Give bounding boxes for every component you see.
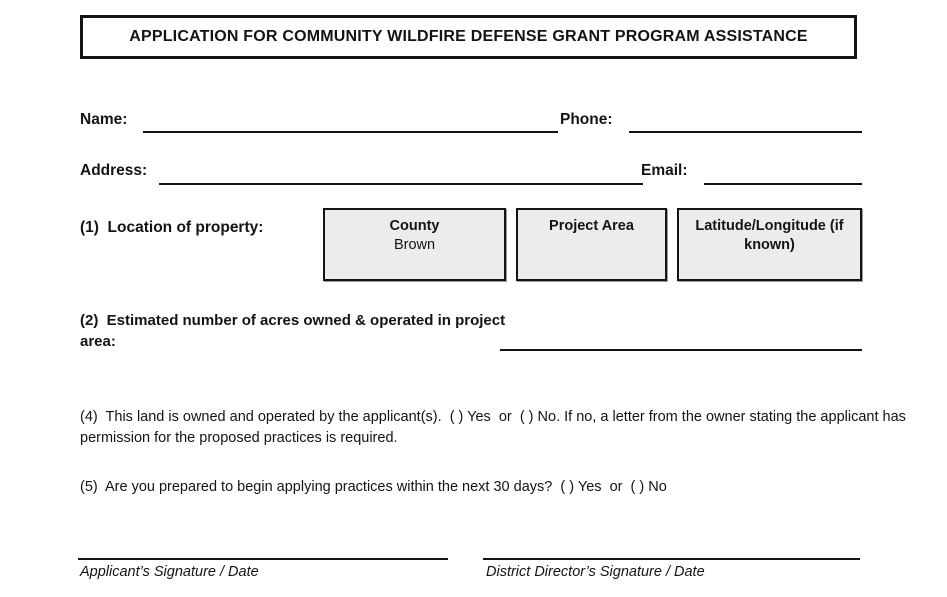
q4-text-before: (4) This land is owned and operated by the applicant(s).	[80, 409, 450, 425]
acres-input-line[interactable]	[500, 349, 862, 351]
q5-text	[80, 477, 940, 498]
name-label: Name:	[80, 111, 128, 128]
email-label: Email:	[641, 162, 688, 179]
district-director-signature-line[interactable]	[483, 558, 860, 560]
form-title-box	[80, 15, 857, 59]
county-box-value[interactable]: Brown	[393, 237, 436, 253]
phone-input-line[interactable]	[629, 131, 862, 133]
phone-label: Phone:	[560, 111, 613, 128]
q5-yes-option[interactable]: ( ) Yes	[560, 479, 602, 495]
county-box[interactable]	[323, 208, 506, 281]
q4-text-after: . If no, a letter from the owner stating the applicant has permission for the proposed practices is required.	[80, 409, 910, 446]
form-title: APPLICATION FOR COMMUNITY WILDFIRE DEFENSE GRANT PROGRAM ASSISTANCE	[129, 28, 808, 45]
q4-no-option[interactable]: ( ) No	[519, 409, 557, 425]
applicant-signature-line[interactable]	[78, 558, 448, 560]
latlong-box-header: Latitude/Longitude (if known)	[695, 218, 844, 253]
address-input-line[interactable]	[159, 183, 643, 185]
q2-label: (2) Estimated number of acres owned & operated in project area:	[80, 312, 510, 350]
county-box-header: County	[389, 218, 440, 234]
q5-question: (5) Are you prepared to begin applying practices within the next 30 days?	[80, 479, 561, 495]
latlong-box[interactable]	[677, 208, 862, 281]
address-label: Address:	[80, 162, 148, 179]
q4-or-text: or	[490, 409, 520, 425]
district-director-signature-label: District Director’s Signature / Date	[486, 564, 705, 580]
name-input-line[interactable]	[143, 131, 558, 133]
email-input-line[interactable]	[704, 183, 862, 185]
q5-no-option[interactable]: ( ) No	[630, 479, 667, 495]
project-area-box[interactable]	[516, 208, 667, 281]
q4-yes-option[interactable]: ( ) Yes	[449, 409, 491, 425]
project-area-box-header: Project Area	[549, 218, 634, 234]
q1-label: (1) Location of property:	[80, 219, 264, 236]
q4-text	[80, 407, 928, 448]
q5-or-text: or	[601, 479, 631, 495]
applicant-signature-label: Applicant’s Signature / Date	[80, 564, 259, 580]
